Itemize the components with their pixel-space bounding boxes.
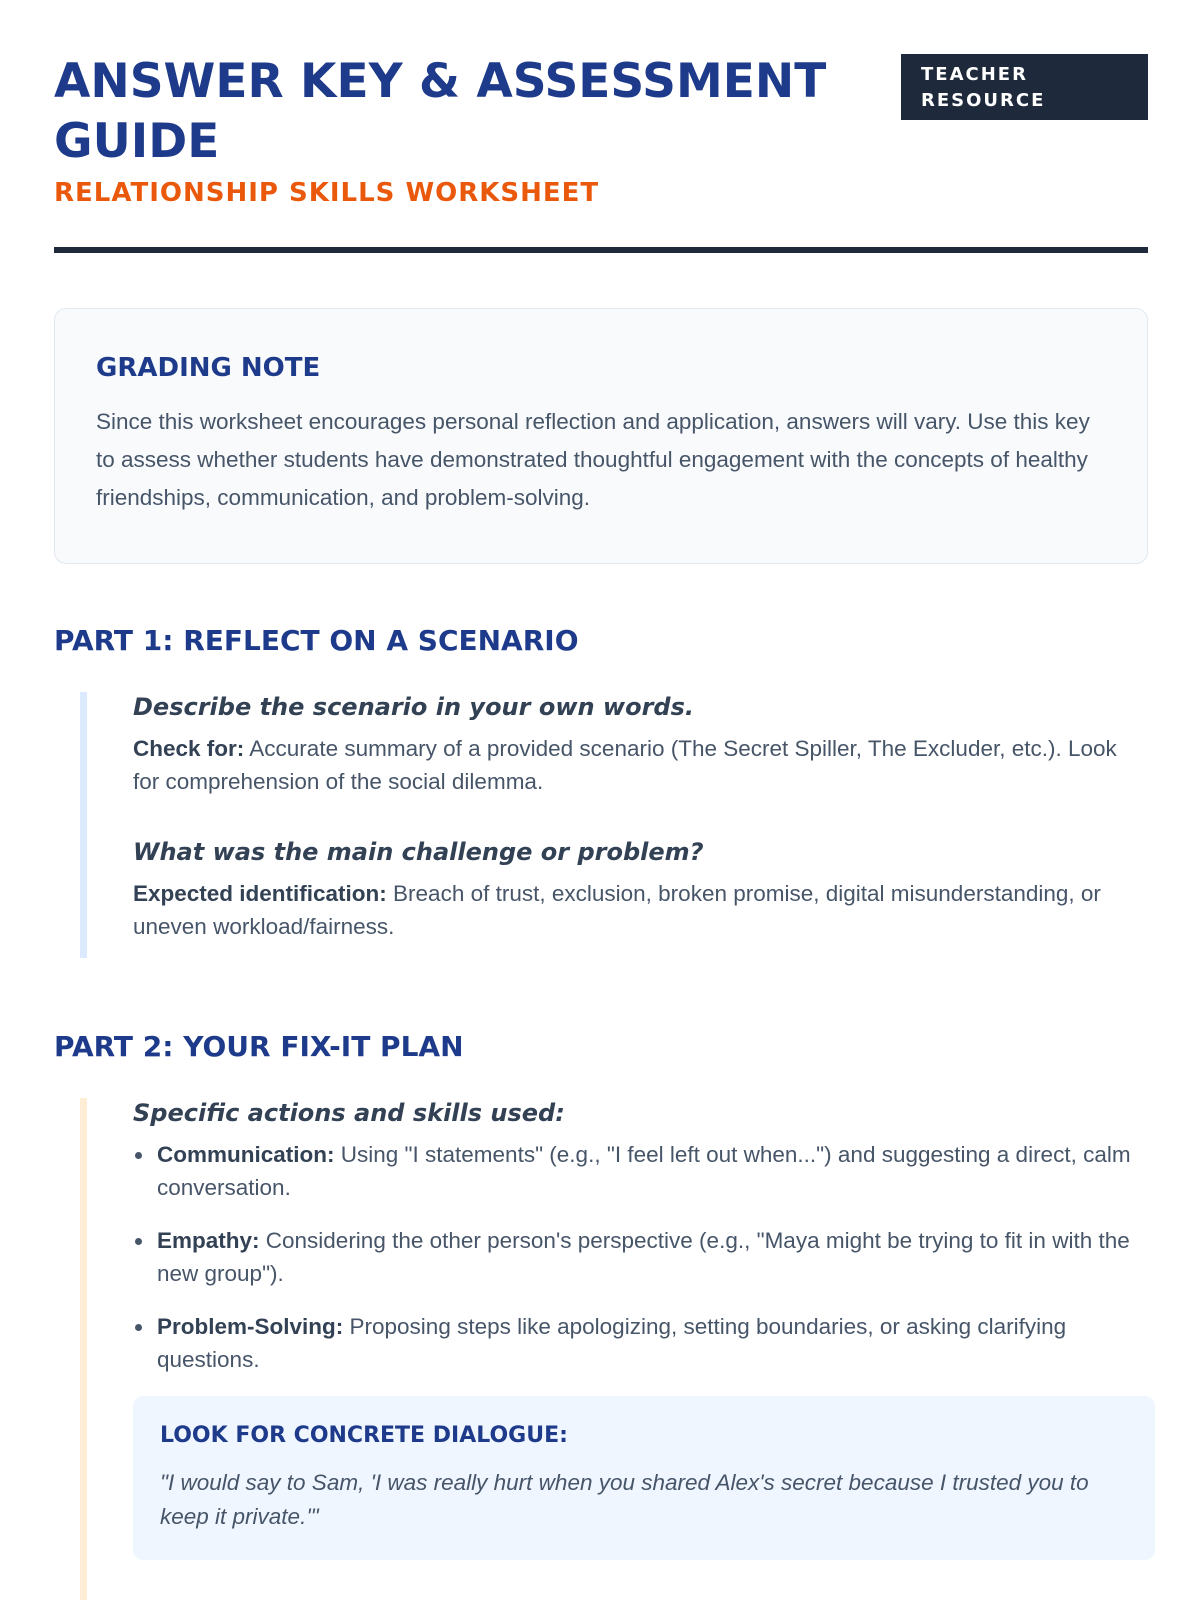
part-2-question: Specific actions and skills used: [133,1099,565,1127]
part-1-answer-1 [133,732,1148,798]
skill-label: Empathy: [157,1228,260,1253]
part-1-question-1: Describe the scenario in your own words. [133,693,695,721]
dialogue-title: LOOK FOR CONCRETE DIALOGUE: [160,1423,568,1448]
skill-text: Considering the other person's perspective (e.g., "Maya might be trying to fit in with the new group"). [157,1228,1130,1286]
skills-list [133,1138,1148,1376]
skill-label: Problem-Solving: [157,1314,344,1339]
skill-text: Proposing steps like apologizing, setting boundaries, or asking clarifying questions. [157,1314,1067,1372]
list-item [133,1310,1148,1376]
answer-2-label: Expected identification: [133,881,387,906]
grading-note-title: GRADING NOTE [96,353,321,383]
part-1-block [80,692,1148,958]
page-subtitle: RELATIONSHIP SKILLS WORKSHEET [54,178,600,208]
part-1-question-2: What was the main challenge or problem? [133,838,704,866]
part-2-heading: PART 2: YOUR FIX-IT PLAN [54,1030,464,1063]
grading-note-card [54,308,1148,564]
teacher-resource-badge [901,54,1148,120]
dialogue-callout [133,1396,1155,1560]
skill-text: Using "I statements" (e.g., "I feel left out when...") and suggesting a direct, calm conversation. [157,1142,1131,1200]
page-header [54,52,1148,208]
badge-line-2: RESOURCE [921,90,1046,111]
list-item [133,1224,1148,1290]
answer-1-text: Accurate summary of a provided scenario (The Secret Spiller, The Excluder, etc.). Look for comprehension of the social dilemma. [133,736,1117,794]
skill-label: Communication: [157,1142,335,1167]
list-item [133,1138,1148,1204]
header-divider [54,247,1148,253]
answer-2-text: Breach of trust, exclusion, broken promise, digital misunderstanding, or uneven workload/fairness. [133,881,1101,939]
badge-line-1: TEACHER [921,64,1028,85]
page-title: ANSWER KEY & ASSESSMENT GUIDE [54,54,827,169]
answer-1-label: Check for: [133,736,245,761]
part-1-heading: PART 1: REFLECT ON A SCENARIO [54,624,579,657]
part-2-block [80,1098,1148,1600]
part-1-answer-2 [133,877,1148,943]
dialogue-quote: "I would say to Sam, 'I was really hurt when you shared Alex's secret because I trusted you to keep it private.'" [160,1470,1089,1529]
grading-note-body: Since this worksheet encourages personal reflection and application, answers will vary. Use this key to assess whether students have demonstrated thoughtful engagement with the concepts of healthy friendships, communication, and problem-solving. [96,409,1090,510]
